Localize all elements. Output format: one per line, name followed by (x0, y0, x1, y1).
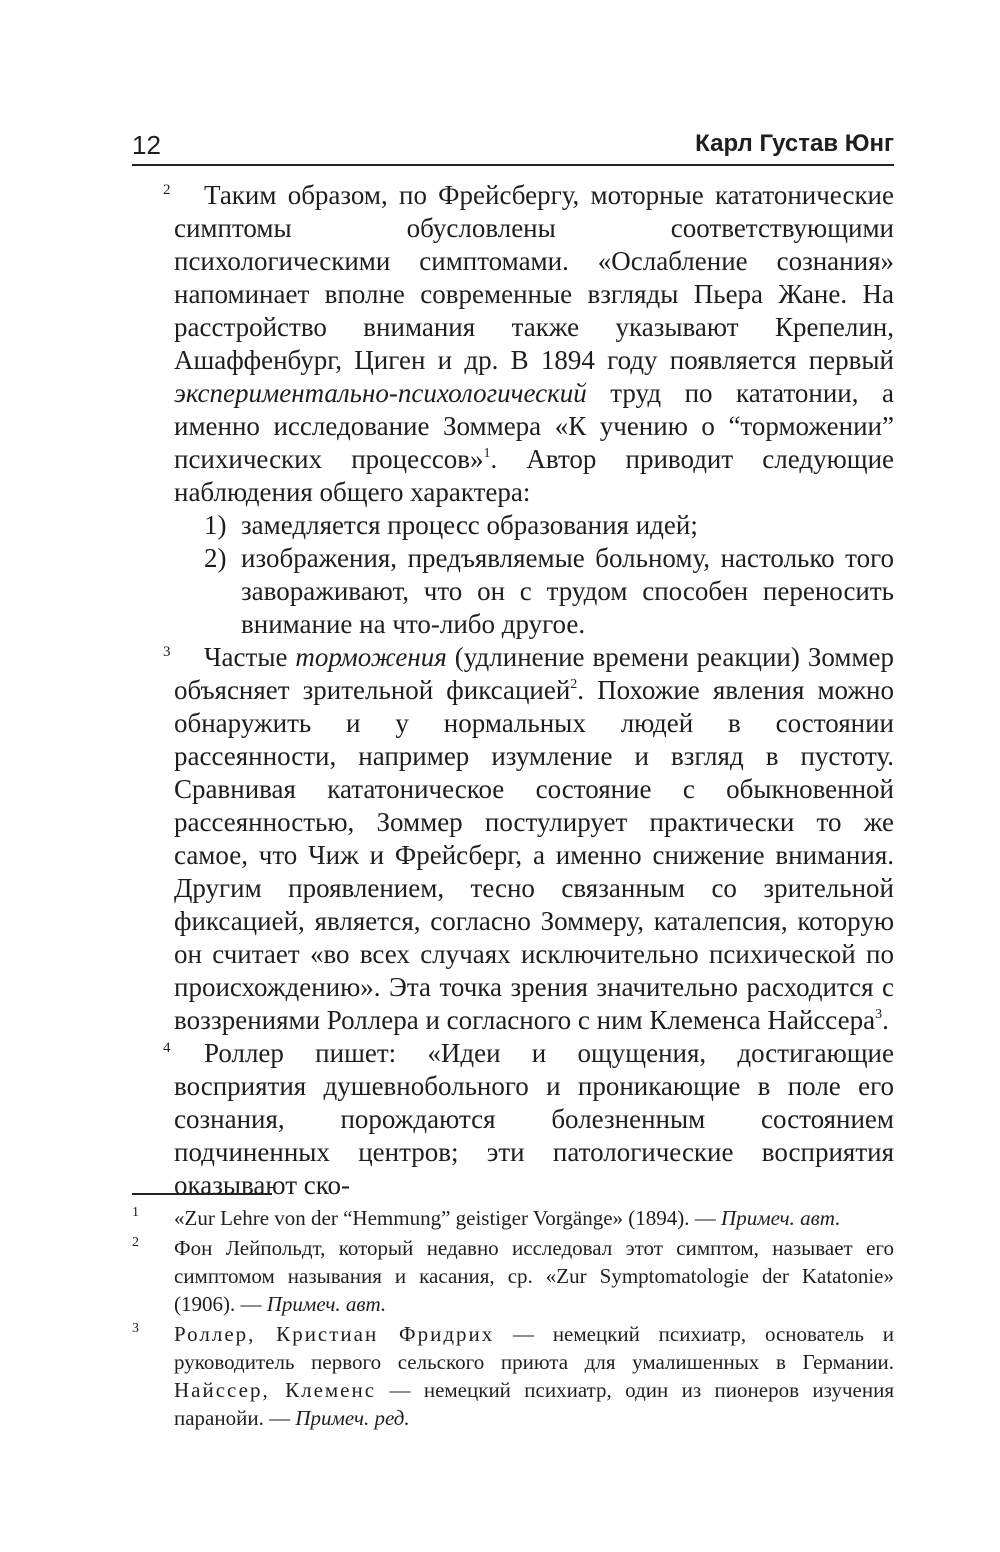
list-item (174, 509, 894, 542)
paragraph-number: 2 (163, 182, 171, 198)
main-text (163, 179, 895, 1202)
paragraph-text: Таким образом, по Фрейсбергу, моторные кататонические симптомы обусловлены соответствующими психологическими симптомами. «Ослабление сознания» напоминает вполне современные взгляды Пьера Жане. На расстройство внимания также указывают Крепелин, Ашаффенбург, Циген и др. В 1894 году появляется первый (174, 180, 894, 375)
footnote-number: 2 (132, 1235, 139, 1250)
paragraph-text: труд по кататонии, а именно исследование Зоммера «К учению о “торможении” психических процессов» (174, 378, 894, 474)
footnote-ref[interactable]: 3 (875, 1007, 883, 1022)
paragraph-4 (163, 1037, 894, 1202)
footnote-note: Примеч. ред. (295, 1406, 410, 1430)
person-name: Роллер, Кристиан Фридрих (174, 1322, 495, 1346)
footnotes (132, 1204, 894, 1434)
observation-list (174, 509, 894, 641)
page-header (132, 120, 894, 166)
paragraph-text: . Автор приводит следующие наблюдения общего характера: (174, 444, 895, 507)
footnote-note: Примеч. авт. (721, 1206, 841, 1230)
running-head: Карл Густав Юнг (695, 130, 894, 157)
person-name: Найссер, Клеменс (174, 1378, 377, 1402)
page-number: 12 (132, 130, 161, 160)
footnote-text: Фон Лейпольдт, который недавно исследовал этот симптом, называет его симптомом называния и касания, ср. «Zur Symptomatologie der Katatonie» (1906). — (174, 1236, 894, 1316)
footnote-text: «Zur Lehre von der “Hemmung” geistiger Vorgänge» (1894). — (174, 1206, 722, 1230)
footnote-text: — немецкий психиатр, один из пионеров изучения паранойи. — (174, 1378, 894, 1430)
footnote-number: 1 (132, 1205, 139, 1220)
paragraph-text: (удлинение времени реакции) Зоммер объясняет зрительной фиксацией (174, 642, 894, 705)
paragraph-number: 4 (163, 1040, 171, 1056)
paragraph-3 (163, 641, 894, 1037)
italic-term: экспериментально-психологический (174, 378, 587, 408)
list-item-text: изображения, предъявляемые больному, настолько того завораживают, что он с трудом способен переносить внимание на что-либо другое. (241, 543, 894, 639)
footnote-ref[interactable]: 1 (483, 446, 491, 461)
paragraph-text: . Похожие явления можно обнаружить и у нормальных людей в состоянии рассеянности, например изумление и взгляд в пустоту. Сравнивая кататоническое состояние с обыкновенной рассеянностью, Зоммер постулирует практически то же самое, что Чиж и Фрейсберг, а именно снижение внимания. Другим проявлением, тесно связанным со зрительной фиксацией, является, согласно Зоммеру, каталепсия, которую он считает «во всех случаях исключительно психической по происхождению». Эта точка зрения значительно расходится с воззрениями Роллера и согласного с ним Клеменса Найссера (174, 675, 894, 1035)
paragraph-text: . (882, 1005, 889, 1035)
paragraph-text: Частые (204, 642, 296, 672)
list-item-text: замедляется процесс образования идей; (241, 510, 698, 540)
list-marker: 1) (204, 510, 227, 540)
footnote-ref[interactable]: 2 (570, 677, 578, 692)
footnote-1 (132, 1204, 894, 1232)
footnote-text: — немецкий психиатр, основатель и руководитель первого сельского приюта для умалишенных в Германии. (174, 1322, 895, 1374)
paragraph-text: Роллер пишет: «Идеи и ощущения, достигающие восприятия душевнобольного и проникающие в поле его сознания, порождаются болезненным состоянием подчиненных центров; эти патологические восприятия оказывают ско- (174, 1038, 894, 1200)
footnote-number: 3 (132, 1321, 139, 1336)
list-item (174, 542, 894, 641)
footnote-note: Примеч. авт. (266, 1292, 387, 1316)
footnote-3 (132, 1320, 894, 1432)
italic-term: торможения (295, 642, 447, 672)
paragraph-number: 3 (163, 644, 171, 660)
list-marker: 2) (204, 543, 227, 573)
footnote-separator (132, 1193, 272, 1195)
paragraph-2 (163, 179, 895, 509)
footnote-2 (132, 1234, 894, 1318)
